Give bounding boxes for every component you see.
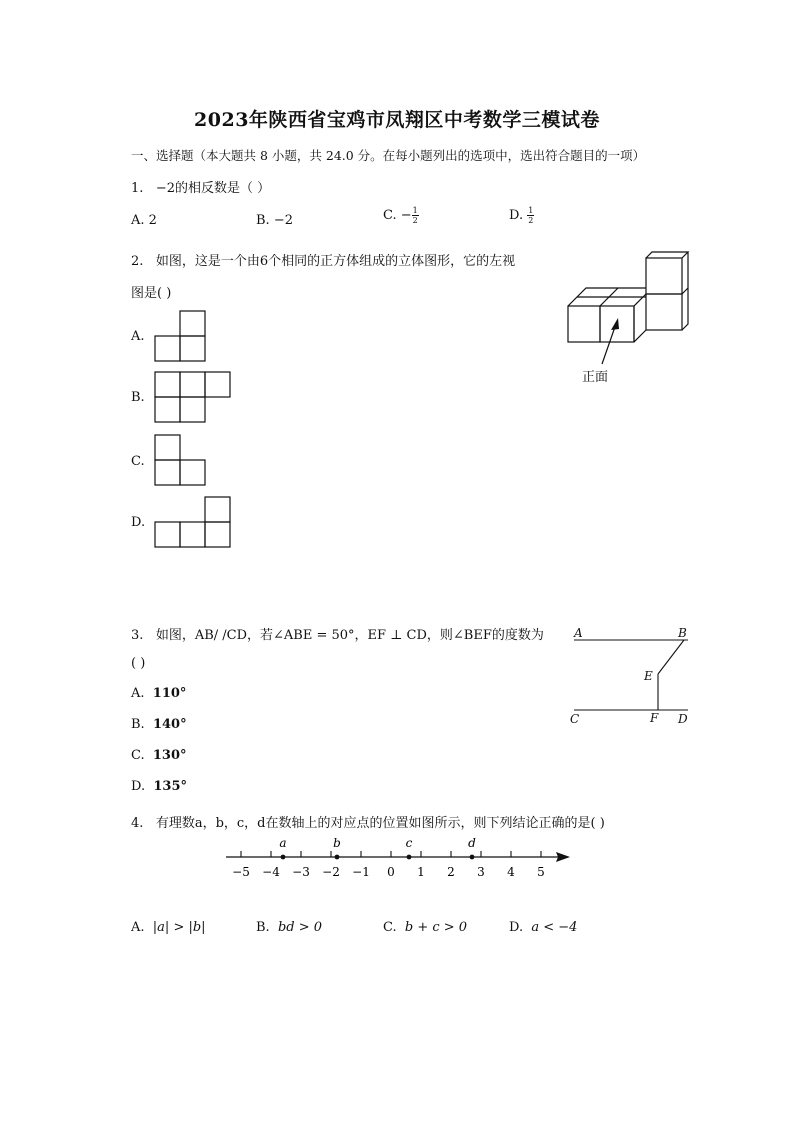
point-a-label: a [279, 836, 287, 850]
exam-title: 2023年陕西省宝鸡市凤翔区中考数学三模试卷 [194, 109, 600, 131]
option-label: A. [131, 686, 145, 701]
point-d-label: D [678, 712, 688, 726]
tick-label: −1 [352, 865, 370, 879]
q2-option-c-view [154, 434, 210, 490]
option-value: a < −4 [531, 920, 578, 935]
option-value: b + c > 0 [404, 920, 468, 935]
q2-option-b-label[interactable]: B. [131, 390, 145, 405]
axis-arrow [556, 852, 570, 862]
arrow-line [602, 324, 616, 364]
option-label: D. [131, 779, 146, 794]
point-e-label: E [644, 669, 653, 683]
q2-option-d-label[interactable]: D. [131, 515, 146, 530]
option-value: 2 [148, 213, 157, 228]
number-line [220, 832, 580, 884]
option-label: C. [383, 208, 397, 223]
point-d-label: d [468, 836, 476, 850]
option-label: C. [131, 748, 145, 763]
q2-option-d-view [154, 496, 234, 552]
fraction: $\frac{1}{2}$ [412, 206, 418, 225]
question-3 [131, 624, 544, 643]
option-label: D. [509, 920, 524, 935]
q4-option-d[interactable] [509, 920, 577, 935]
fraction: $\frac{1}{2}$ [528, 206, 534, 225]
tick-label: 2 [447, 865, 455, 879]
tick-label: 1 [417, 865, 425, 879]
option-label: B. [131, 717, 145, 732]
q4-option-b[interactable] [256, 920, 322, 935]
option-value: 110° [152, 686, 187, 701]
question-text: 如图，这是一个由6个相同的正方体组成的立体图形，它的左视 [155, 254, 516, 269]
question-2-line2: 图是( ) [131, 286, 172, 301]
arrow-head [611, 318, 619, 330]
question-2 [131, 250, 515, 269]
option-label: C. [383, 920, 397, 935]
tick-label: 0 [387, 865, 395, 879]
q1-option-d[interactable] [509, 206, 534, 225]
tick-label: 3 [477, 865, 485, 879]
question-number: 4. [131, 816, 144, 831]
q1-option-a[interactable] [131, 213, 157, 228]
q3-option-a[interactable] [131, 686, 186, 701]
point-b-label: b [333, 836, 341, 850]
section-heading: 一、选择题（本大题共 8 小题，共 24.0 分。在每小题列出的选项中，选出符合题目的一项） [131, 148, 646, 163]
question-number: 3. [131, 628, 144, 643]
q3-option-b[interactable] [131, 717, 187, 732]
question-3-line2: ( ) [131, 656, 146, 671]
point-f-label: F [650, 711, 659, 725]
option-value: bd > 0 [277, 920, 323, 935]
option-label: A. [131, 920, 145, 935]
point-b-label: B [678, 626, 687, 640]
option-label: B. [256, 213, 270, 228]
point-d [470, 855, 475, 860]
option-value: |a| > |b| [152, 920, 206, 935]
point-a-label: A [574, 626, 583, 640]
cube-figure [560, 250, 700, 390]
question-text: −2的相反数是（ ） [155, 181, 271, 196]
option-value: 130° [152, 748, 187, 763]
q2-option-a-label[interactable]: A. [131, 329, 145, 344]
question-text: 如图，AB/ /CD，若∠ABE = 50°，EF ⊥ CD，则∠BEF的度数为 [155, 628, 544, 643]
parallel-lines-figure [566, 624, 696, 728]
q1-option-b[interactable] [256, 213, 293, 228]
option-value: 140° [152, 717, 187, 732]
option-label: B. [256, 920, 270, 935]
question-1 [131, 177, 270, 196]
q2-option-b-view [154, 371, 234, 427]
q1-option-c[interactable] [383, 206, 419, 225]
point-b [335, 855, 340, 860]
option-value: − [400, 208, 412, 223]
point-c-label: C [570, 712, 580, 726]
tick-label: 5 [537, 865, 545, 879]
option-value: 135° [153, 779, 187, 794]
q4-option-c[interactable] [383, 920, 467, 935]
point-c [407, 855, 412, 860]
tick-label: 4 [507, 865, 515, 879]
q3-option-d[interactable] [131, 779, 187, 794]
point-c-label: c [405, 836, 413, 850]
q4-option-a[interactable] [131, 920, 206, 935]
question-4 [131, 812, 605, 831]
option-label: A. [131, 213, 145, 228]
question-number: 2. [131, 254, 144, 269]
question-number: 1. [131, 181, 144, 196]
q2-option-a-view [154, 310, 210, 366]
tick-label: −5 [232, 865, 250, 879]
tick-label: −4 [262, 865, 280, 879]
question-text: 有理数a，b，c，d在数轴上的对应点的位置如图所示，则下列结论正确的是( ) [155, 816, 605, 831]
q2-option-c-label[interactable]: C. [131, 454, 145, 469]
option-label: D. [509, 208, 524, 223]
point-a [281, 855, 286, 860]
option-value: −2 [273, 213, 293, 228]
tick-label: −2 [322, 865, 340, 879]
tick-label: −3 [292, 865, 310, 879]
q3-option-c[interactable] [131, 748, 187, 763]
front-label: 正面 [582, 370, 609, 385]
